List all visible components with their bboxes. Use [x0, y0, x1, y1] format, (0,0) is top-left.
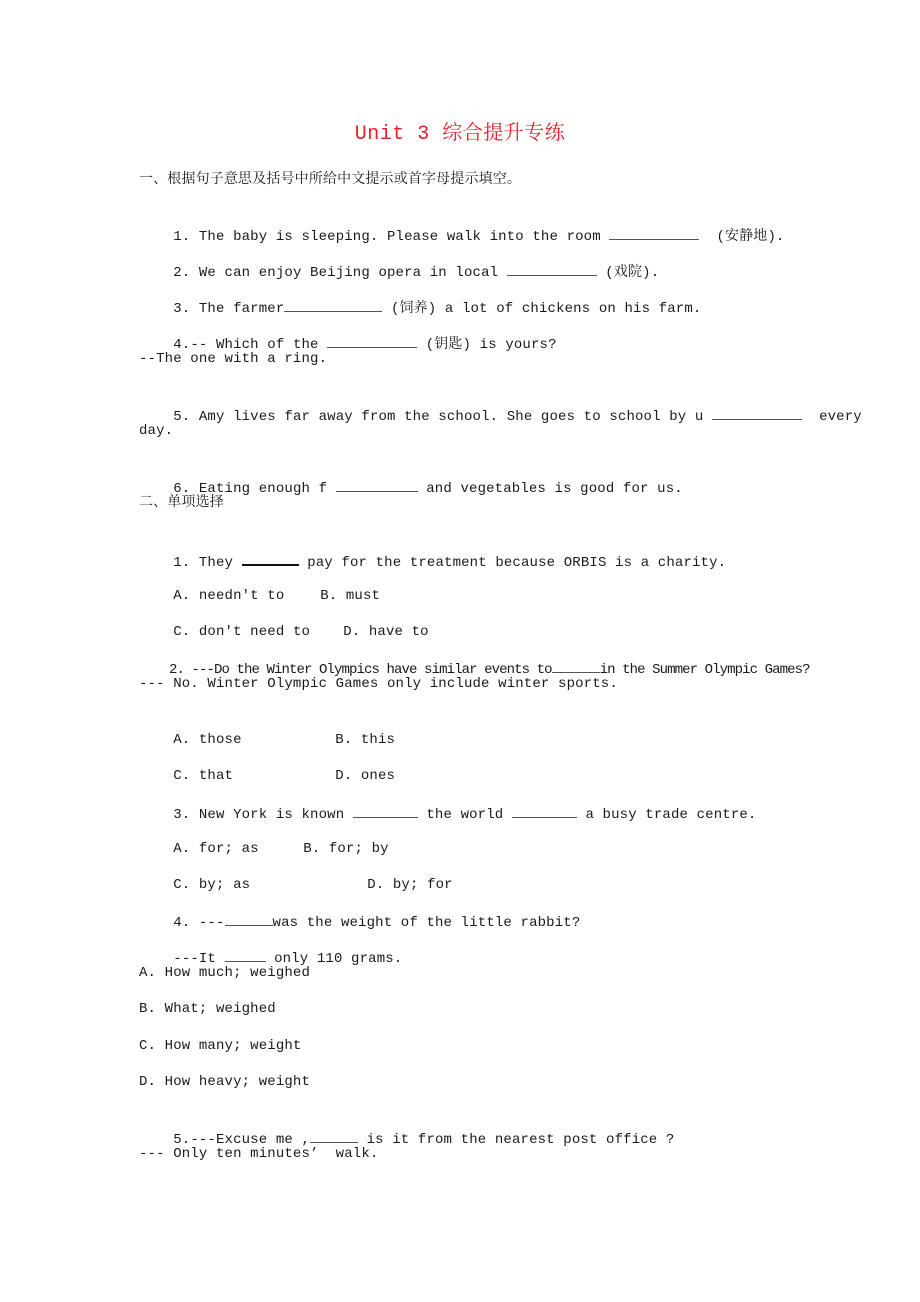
question-text: in the Summer Olympic Games? [599, 662, 810, 678]
fill-question-5-cont: day. [139, 423, 174, 439]
answer-blank [225, 911, 273, 926]
question-text: 4.-- Which of the [173, 337, 328, 353]
reply-text: only 110 grams. [265, 951, 403, 967]
answer-blank [712, 405, 802, 420]
section2-heading: 二、单项选择 [139, 495, 224, 511]
option-b: B. this [335, 732, 396, 748]
option-c: C. that [173, 768, 234, 784]
option-c: C. How many; weight [139, 1038, 302, 1054]
question-hint: every [801, 409, 862, 425]
question-text: 6. Eating enough f [173, 481, 336, 497]
option-d: D. have to [343, 624, 429, 640]
question-hint: (钥匙) is yours? [417, 337, 557, 353]
answer-blank [242, 550, 299, 566]
answer-blank [284, 297, 382, 312]
question-text: a busy trade centre. [576, 807, 757, 823]
question-hint: (戏院). [596, 265, 660, 281]
option-c: C. by; as [173, 877, 251, 893]
question-text: 2. We can enjoy Beijing opera in local [173, 265, 507, 281]
answer-blank [609, 225, 699, 240]
option-d: D. by; for [367, 877, 453, 893]
question-text: pay for the treatment because ORBIS is a charity. [298, 555, 727, 571]
answer-blank [327, 333, 417, 348]
option-b: B. What; weighed [139, 1001, 276, 1017]
mc-question-2-reply: --- No. Winter Olympic Games only include winter sports. [139, 676, 618, 692]
question-text: was the weight of the little rabbit? [272, 915, 581, 931]
answer-blank [507, 261, 597, 276]
answer-blank [225, 947, 266, 962]
question-text: is it from the nearest post office ? [358, 1132, 675, 1148]
option-a: A. those [173, 732, 242, 748]
answer-blank [336, 477, 418, 492]
question-text: 3. New York is known [173, 807, 353, 823]
section1-heading: 一、根据句子意思及括号中所给中文提示或首字母提示填空。 [139, 172, 522, 188]
option-c: C. don't need to [173, 624, 311, 640]
page-title: Unit 3 综合提升专练 [354, 123, 566, 146]
question-hint: (安静地). [699, 229, 785, 245]
question-text: 3. The farmer [173, 301, 285, 317]
fill-question-4-reply: --The one with a ring. [139, 351, 328, 367]
question-text: the world [417, 807, 512, 823]
option-b: B. must [320, 588, 381, 604]
option-d: D. How heavy; weight [139, 1074, 311, 1090]
answer-blank-2 [512, 803, 577, 818]
question-text: 4. --- [173, 915, 225, 931]
question-text: 1. They [173, 555, 242, 571]
question-text: 5.---Excuse me , [173, 1132, 311, 1148]
fill-question-5 [139, 385, 862, 447]
question-hint: (饲养) a lot of chickens on his farm. [382, 301, 702, 317]
answer-blank [552, 658, 600, 673]
answer-blank [310, 1128, 358, 1143]
option-d: D. ones [335, 768, 396, 784]
answer-blank-1 [353, 803, 418, 818]
question-text: 1. The baby is sleeping. Please walk into the room [173, 229, 610, 245]
option-a: A. How much; weighed [139, 965, 311, 981]
mc-question-5-reply: --- Only ten minutes’ walk. [139, 1146, 379, 1162]
reply-text: ---It [173, 951, 225, 967]
option-a: A. needn't to [173, 588, 285, 604]
question-text: 5. Amy lives far away from the school. She goes to school by u [173, 409, 712, 425]
question-hint: and vegetables is good for us. [417, 481, 683, 497]
question-text: 2. ---Do the Winter Olympics have similar events to [169, 662, 552, 678]
option-a: A. for; as [173, 841, 259, 857]
option-b: B. for; by [303, 841, 389, 857]
